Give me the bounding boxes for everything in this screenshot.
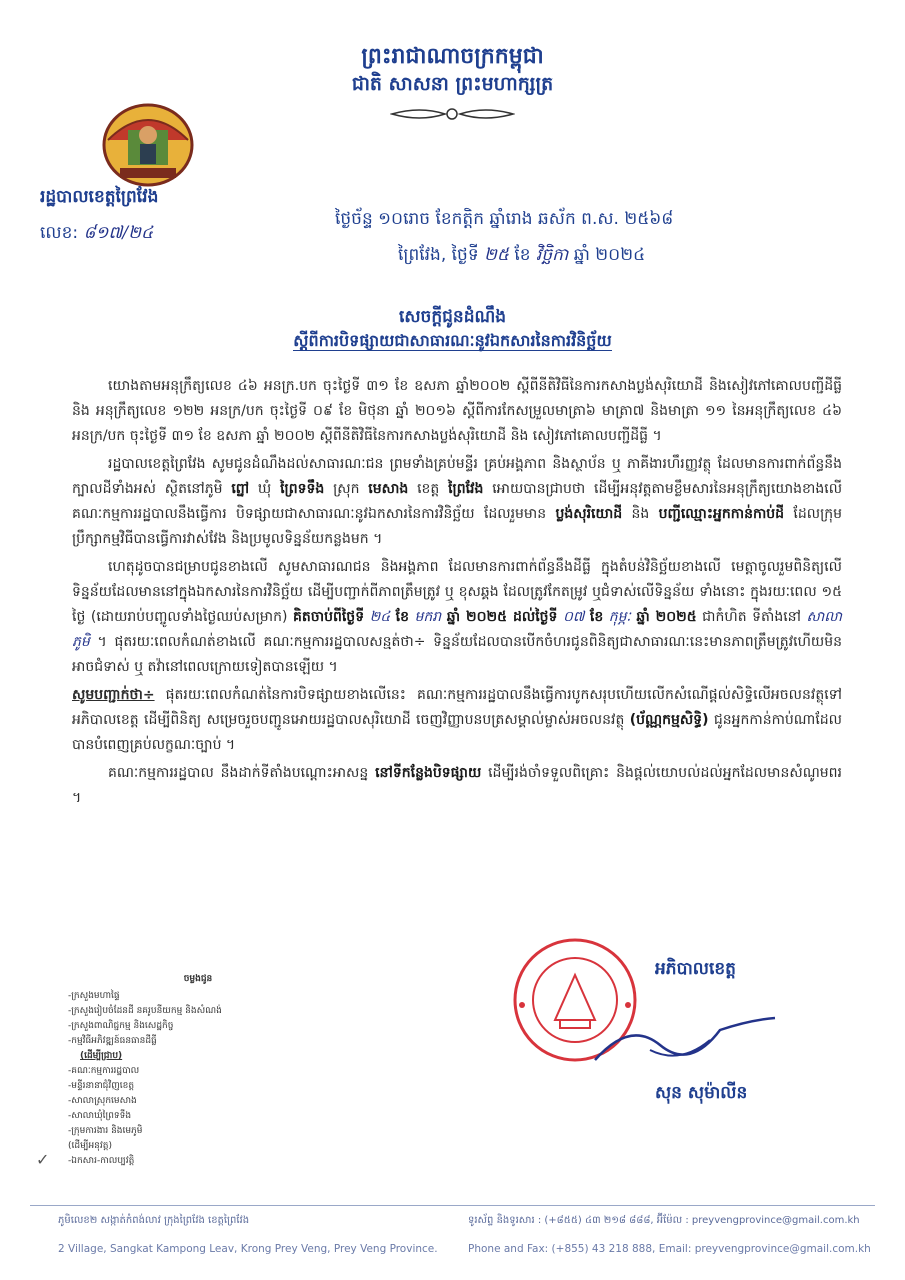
village-name: ព្នៅ [231, 481, 250, 497]
solar-day: ២៥ [484, 245, 509, 265]
location-label: ជាកំហិត ទីតាំងនៅ [702, 609, 801, 625]
notice-text-g: ដែលក្រុមប្រឹក្សាកម្មវិធីបានធ្វើការវាស់វែង និងប្រមូលទិន្នន័យកន្លងមក ។ [72, 506, 843, 547]
document-subtitle-text: ស្តីពីការបិទផ្សាយជាសាធារណៈនូវឯកសារនៃការវិនិច្ឆ័យ [293, 331, 612, 350]
conclusion-text: ផុតរយៈពេលកំណត់នៃការបិទផ្សាយខាងលើនេះ គណៈកម្មការរដ្ឋបាលនឹងធ្វើការបូកសរុបហើយលើកសំណើផ្តល់សិទ្ធិលើអចលនវត្ថុទៅអភិបាលខេត្ត ដើម្បីពិនិត្យ សម្រេចរួចបញ្ជូនអោយរដ្ឋបាលសុរិយោដី ចេញវិញ្ញាបនបត្រសម្គាល់ម្ចាស់អចលនវត្ថុ [72, 687, 842, 728]
from-month: មករា [414, 609, 442, 625]
paragraph-consultation [72, 761, 842, 811]
location-value: សាលាភូមិ [72, 609, 843, 650]
notice-text-d: ខេត្ត [417, 481, 440, 497]
list-item: -ក្រសួងរៀបចំដែនដី នគរូបនីយកម្ម និងសំណង់ [68, 1006, 222, 1016]
landholder-list-label: បញ្ជីឈ្មោះអ្នកកាន់កាប់ដី [658, 506, 785, 522]
recipients-subheading: (ដើម្បីជ្រាប) [80, 1051, 123, 1061]
period-text-a: ហេតុដូចបានជម្រាបជូនខាងលើ សូមសាធារណជន និងអង្គភាព ដែលមានការពាក់ព័ន្ធនឹងដីធ្លី ក្នុងតំបន់វិនិច្ឆ័យខាងលើ មេត្តាចូលរួមពិនិត្យលើទិន្នន័យដែលមាននៅក្នុងឯកសារនៃការវិនិច្ឆ័យ ដើម្បីបញ្ជាក់ពីភាពត្រឹមត្រូវ ឬ ខុសឆ្គង ដែលត្រូវកែតម្រូវ ឬជំទាស់លើទិន្នន័យ ទាំងនោះ ក្នុងរយៈពេល ១៥ ថ្ងៃ (ដោយរាប់បញ្ចូលទាំងថ្ងៃឈប់សម្រាក) [72, 559, 842, 625]
list-item: -ក្រុមការងារ និងមេភូមិ [68, 1126, 143, 1136]
from-month-label: ខែ [395, 609, 409, 625]
footer-divider [30, 1205, 875, 1206]
list-item: -គណៈកម្មការរដ្ឋបាល [68, 1066, 140, 1076]
consultation-text-b: ដើម្បីរង់ចាំទទួលពិគ្រោះ និងផ្តល់យោបល់ដល់អ្នកដែលមានសំណូមពរ ។ [72, 765, 842, 806]
list-item: -កម្មវិធីអភិវឌ្ឍន៍ធនធានដីធ្លី [68, 1036, 157, 1046]
solar-month-label: ខែ [514, 245, 531, 265]
letter-number-value: ៨១៧/២៤ [83, 223, 153, 243]
title-deed-label: (ប័ណ្ណកម្មសិទ្ធិ) [629, 712, 709, 728]
list-item: -ក្រសួងពាណិជ្ជកម្ម និងសេដ្ឋកិច្ច [68, 1021, 174, 1031]
district-name: មេសាង [368, 481, 409, 497]
letter-number-label: លេខ: [40, 223, 79, 243]
list-item: -មន្ទីរនានាជុំវិញខេត្ត [68, 1081, 135, 1091]
list-item: -សាលាឃុំព្រៃទទឹង [68, 1111, 132, 1121]
consultation-place: នៅទីកន្លែងបិទផ្សាយ [375, 765, 482, 781]
province-name: ព្រៃវែង [448, 481, 484, 497]
consultation-text-a: គណៈកម្មការរដ្ឋបាល នឹងដាក់ទីតាំងបណ្តោះអាសន្ន [108, 765, 369, 781]
paragraph-notice [72, 452, 842, 552]
notice-text-b: ឃុំ [257, 481, 272, 497]
letter-number [40, 222, 153, 247]
province-emblem-icon [98, 100, 198, 190]
signature-icon [590, 1010, 780, 1070]
notice-text-e: អោយបានជ្រាបថា ដើម្បីអនុវត្តតាមខ្លឹមសារនៃអនុក្រឹត្យយោងខាងលើ គណៈកម្មការរដ្ឋបាលនឹងធ្វើការ បិទផ្សាយជាសាធារណៈនូវឯកសារនៃការវិនិច្ឆ័យ ដែលរួមមាន [72, 481, 843, 522]
list-item: -សាលាស្រុកមេសាង [68, 1096, 137, 1106]
to-month: កុម្ភៈ [608, 609, 631, 625]
from-day: ២៤ [369, 609, 391, 625]
document-title: សេចក្តីជូនដំណឹង [398, 307, 507, 327]
recipients-heading: ចម្លងជូន [183, 974, 213, 984]
check-mark-icon: ✓ [36, 1150, 50, 1169]
footer-contact-english: Phone and Fax: (+855) 43 218 888, Email: preyvengprovince@gmail.com.kh [468, 1243, 871, 1255]
conclusion-label: សូមបញ្ជាក់ថា÷ [72, 687, 155, 703]
recipients-list [68, 972, 328, 1169]
ornament-divider-icon [390, 104, 515, 124]
document-body [72, 374, 842, 814]
period-text-b: ។ ផុតរយៈពេលកំណត់ខាងលើ គណៈកម្មការរដ្ឋបាលសន្មត់ថា÷ ទិន្នន័យដែលបានបើកចំហរជូនពិនិត្យជាសាធារណៈនេះមានភាពត្រឹមត្រូវហើយមិនអាចជំទាស់ ឬ តវ៉ានៅពេលក្រោយទៀតបានឡើយ ។ [72, 634, 843, 675]
commune-name: ព្រៃទទឹង [280, 481, 325, 497]
footer-address-khmer: ភូមិលេខ២ សង្កាត់កំពង់លាវ ក្រុងព្រៃវែង ខេត្តព្រៃវែង [58, 1215, 250, 1226]
governor-title: អភិបាលខេត្ត [655, 959, 736, 979]
solar-date [398, 244, 645, 269]
notice-text-c: ស្រុក [333, 481, 360, 497]
footer-contact-khmer: ទូរស័ព្ទ និងទូរសារ : (+៨៥៥) ៤៣ ២១៨ ៨៨៨, អ៊ីម៉ែល : preyvengprovince@gmail.com.kh [468, 1215, 860, 1226]
paragraph-reference: យោងតាមអនុក្រឹត្យលេខ ៤៦ អនក្រ.បក ចុះថ្ងៃទី ៣១ ខែ ឧសភា ឆ្នាំ២០០២ ស្តីពីនីតិវិធីនៃការកសាងប្លង់សុរិយោដី និងសៀវភៅគោលបញ្ជីដីធ្លី និង អនុក្រឹត្យលេខ ១២២ អនក្រ/បក ចុះថ្ងៃទី ០៩ ខែ មិថុនា ឆ្នាំ ២០១៦ ស្តីពីការកែសម្រួលមាត្រា៦ មាត្រា៧ និងមាត្រា ១១ នៃអនុក្រឹត្យលេខ ៤៦ អនក្រ/បក ចុះថ្ងៃទី ៣១ ខែ ឧសភា ឆ្នាំ ២០០២ ស្តីពីនីតិវិធីនៃការកសាងប្លង់សុរិយោដី និង សៀវភៅគោលបញ្ជីដីធ្លី ។ [72, 378, 842, 444]
to-year: ឆ្នាំ ២០២៥ [636, 609, 697, 625]
to-month-label: ខែ [589, 609, 604, 625]
lunar-date: ថ្ងៃច័ន្ទ ១០រោច ខែកត្តិក ឆ្នាំរោង ឆស័ក ព.ស. ២៥៦៨ [335, 209, 674, 229]
from-label: គិតចាប់ពីថ្ងៃទី [292, 609, 365, 625]
governor-name: សុន សុម៉ាលីន [655, 1083, 748, 1103]
conclusion-text-b: ជូនអ្នកកាន់កាប់ណាដែលបានបំពេញគ្រប់លក្ខណៈច្បាប់ ។ [72, 712, 843, 753]
province-admin-name: រដ្ឋបាលខេត្តព្រៃវែង [40, 187, 159, 207]
paragraph-period [72, 555, 842, 680]
cadastral-map-label: ប្លង់សុរិយោដី [555, 506, 623, 522]
kingdom-heading: ព្រះរាជាណាចក្រកម្ពុជា [361, 44, 544, 69]
solar-date-prefix: ព្រៃវែង, ថ្ងៃទី [398, 245, 479, 265]
to-label: ឆ្នាំ ២០២៥ ដល់ថ្ងៃទី [446, 609, 558, 625]
to-day: ០៧ [562, 609, 585, 625]
list-item: -ឯកសារ-កាលប្បវត្តិ [68, 1156, 135, 1166]
national-motto: ជាតិ សាសនា ព្រះមហាក្សត្រ [351, 73, 554, 95]
notice-text-f: និង [631, 506, 650, 522]
solar-year: ឆ្នាំ ២០២៤ [573, 245, 646, 265]
footer-address-english: 2 Village, Sangkat Kampong Leav, Krong Prey Veng, Prey Veng Province. [58, 1243, 438, 1255]
solar-month: វិច្ឆិកា [535, 245, 569, 265]
list-item: (ដើម្បីអនុវត្ត) [68, 1141, 112, 1151]
list-item: -ក្រសួងមហាផ្ទៃ [68, 991, 120, 1001]
document-subtitle [0, 330, 905, 354]
notice-text-a: រដ្ឋបាលខេត្តព្រៃវែង សូមជូនដំណឹងដល់សាធារណៈជន ព្រមទាំងគ្រប់មន្ទីរ គ្រប់អង្គភាព និងស្ថាប័ន ឬ ភាគីងារហឹរញ្ញវត្ថុ ដែលមានការពាក់ព័ន្ធនឹងក្បាលដីទាំងអស់ ស្ថិតនៅភូមិ [72, 456, 842, 497]
paragraph-conclusion [72, 683, 842, 758]
